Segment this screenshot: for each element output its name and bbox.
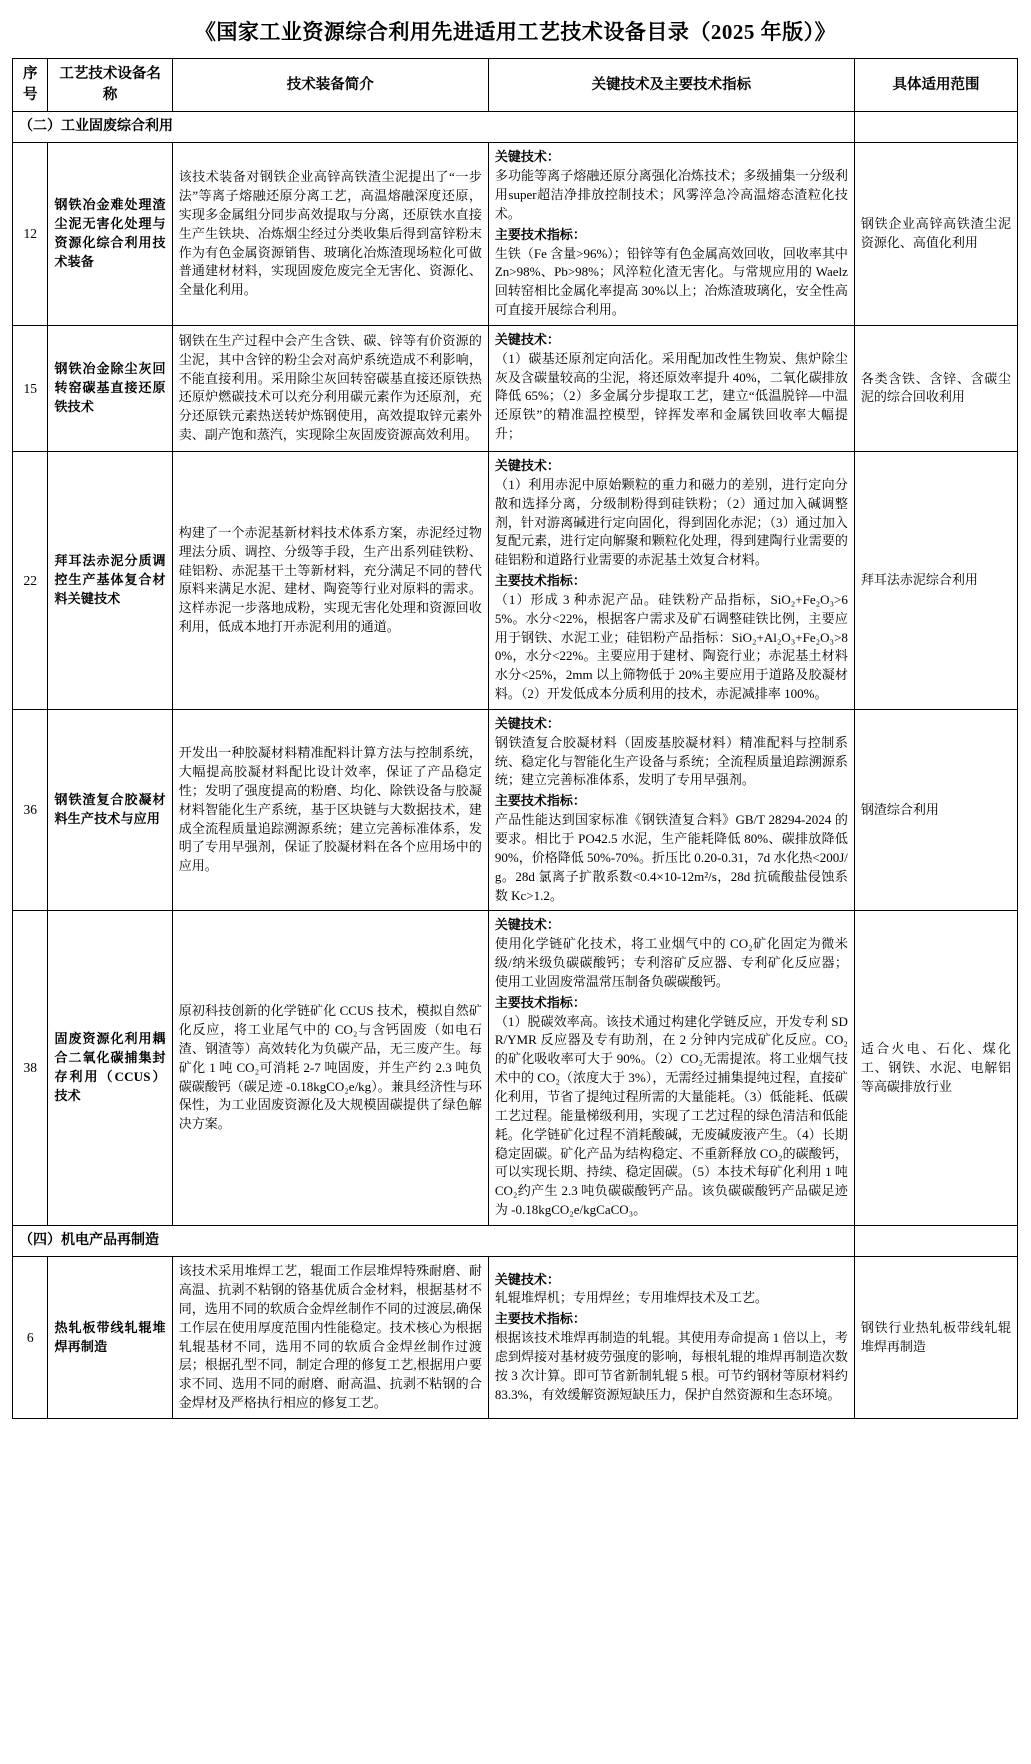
table-header bbox=[13, 59, 1018, 112]
section-row bbox=[13, 112, 1018, 143]
table-body bbox=[13, 112, 1018, 1419]
key-tech-title: 关键技术： bbox=[494, 149, 560, 165]
key-tech-title: 关键技术： bbox=[494, 457, 560, 473]
row-scope: 钢渣综合利用 bbox=[854, 709, 1017, 910]
key-tech-title: 关键技术： bbox=[494, 1271, 560, 1287]
row-key bbox=[488, 709, 854, 910]
key-tech-body: 多功能等离子熔融还原分离强化冶炼技术；多级捕集一分级利用super超洁净排放控制技术；风雾淬急冷高温熔态渣粒化技术。 bbox=[494, 168, 848, 221]
key-tech-body: （1）利用赤泥中原始颗粒的重力和磁力的差别，进行定向分散和选择分离，分级制粉得到硅铁粉；（2）通过加入碱调整剂，针对游离碱进行定向固化，得到固化赤泥；（3）通过加入复配元素，进行定向解聚和颗粒化处理，得到建陶行业需要的硅铝粉和道路行业需要的赤泥基土效复合材料。 bbox=[494, 476, 848, 568]
column-header-scope: 具体适用范围 bbox=[854, 59, 1017, 112]
section-label: （二）工业固废综合利用 bbox=[13, 112, 855, 143]
main-indicator-title: 主要技术指标： bbox=[494, 994, 586, 1010]
row-brief: 该技术采用堆焊工艺，辊面工作层堆焊特殊耐磨、耐高温、抗剥不粘钢的铬基优质合金材料，根据基材不同，选用不同的软质合金焊丝制作不同的过渡层,确保工作层在使用厚度范围内性能稳定。技术核心为根据轧辊基材不同，选用不同的软质合金焊丝制作过渡层；根据孔型不同，制定合理的修复工艺,根据用户要求不同、选用不同的耐磨、耐高温、抗剥不粘钢的合金焊材及严格执行相应的修复工艺。 bbox=[172, 1257, 488, 1419]
row-name: 拜耳法赤泥分质调控生产基体复合材料关键技术 bbox=[48, 451, 172, 709]
main-indicator-body: （1）形成 3 种赤泥产品。硅铁粉产品指标，SiO₂+Fe₂O₃>65%。水分<22%，根据客户需求及矿石调整硅铁比例，主要应用于钢铁、水泥工业；硅铝粉产品指标：SiO₂+Al₂O₃+Fe₂O₃>80%，水分<22%。主要应用于建材、陶瓷行业；赤泥基土材料水分<25%，2mm 以上筛物低于 20%主要应用于道路及胶凝材料。（2）开发低成本分质利用的技术，赤泥减排率 100%。 bbox=[494, 591, 848, 702]
row-brief: 原初科技创新的化学链矿化 CCUS 技术，模拟自然矿化反应，将工业尾气中的 CO₂与含钙固废（如电石渣、钢渣等）高效转化为负碳产品，无三废产生。每矿化 1 吨 CO₂可消耗 2-7 吨固废，并生产约 2.3 吨负碳碳酸钙（碳足迹 -0.18kgCO₂e/kg）。兼具经济性与环保性，为工业固废资源化及大规模固碳提供了绿色解决方案。 bbox=[172, 911, 488, 1226]
row-scope: 钢铁企业高锌高铁渣尘泥资源化、高值化利用 bbox=[854, 143, 1017, 326]
key-tech-body: 使用化学链矿化技术，将工业烟气中的 CO₂矿化固定为微米级/纳米级负碳碳酸钙；专利溶矿反应器、专利矿化反应器；使用工业固废常温常压制备负碳碳酸钙。 bbox=[494, 936, 848, 989]
row-seq: 38 bbox=[13, 911, 48, 1226]
row-key bbox=[488, 143, 854, 326]
table-row bbox=[13, 1257, 1018, 1419]
section-empty-cell bbox=[854, 112, 1017, 143]
table-row bbox=[13, 325, 1018, 451]
key-tech-title: 关键技术： bbox=[494, 331, 560, 347]
key-tech-body: （1）碳基还原剂定向活化。采用配加改性生物炭、焦炉除尘灰及含碳量较高的尘泥，将还原效率提升 40%，二氧化碳排放降低 65%；（2）多金属分步提取工艺，建立“低温脱锌—中温还原铁”的精准温控模型，锌挥发率和金属铁回收率大幅提升； bbox=[494, 350, 848, 442]
row-seq: 36 bbox=[13, 709, 48, 910]
catalog-table bbox=[12, 58, 1018, 1419]
main-indicator-title: 主要技术指标： bbox=[494, 226, 586, 242]
row-scope: 拜耳法赤泥综合利用 bbox=[854, 451, 1017, 709]
table-row bbox=[13, 451, 1018, 709]
row-brief: 该技术装备对钢铁企业高锌高铁渣尘泥提出了“一步法”等离子熔融还原分离工艺，高温熔融深度还原，实现多金属组分同步高效提取与分离，还原铁水直接生产生铁块、冶炼烟尘经过分类收集后得到富锌粉末作为有色金属资源销售、玻璃化冶炼渣现场粒化可做普通建材材料，实现固废危废完全无害化、资源化、全量化利用。 bbox=[172, 143, 488, 326]
section-label: （四）机电产品再制造 bbox=[13, 1225, 855, 1256]
key-tech-title: 关键技术： bbox=[494, 917, 560, 933]
row-seq: 12 bbox=[13, 143, 48, 326]
page-title: 《国家工业资源综合利用先进适用工艺技术设备目录（2025 年版）》 bbox=[194, 20, 837, 44]
key-tech-body: 钢铁渣复合胶凝材料（固废基胶凝材料）精准配料与控制系统、稳定化与智能化生产设备与系统；全流程质量追踪溯源系统；建立完善标准体系，发明了专用早强剂。 bbox=[494, 734, 848, 788]
main-indicator-title: 主要技术指标： bbox=[494, 1311, 586, 1327]
column-header-seq: 序号 bbox=[13, 59, 48, 112]
row-scope: 适合火电、石化、煤化工、钢铁、水泥、电解铝等高碳排放行业 bbox=[854, 911, 1017, 1226]
row-scope: 钢铁行业热轧板带线轧辊堆焊再制造 bbox=[854, 1257, 1017, 1419]
column-header-name: 工艺技术设备名称 bbox=[48, 59, 172, 112]
row-name: 钢铁冶金除尘灰回转窑碳基直接还原铁技术 bbox=[48, 325, 172, 451]
table-row bbox=[13, 709, 1018, 910]
row-key bbox=[488, 451, 854, 709]
section-row bbox=[13, 1225, 1018, 1256]
key-tech-title: 关键技术： bbox=[494, 715, 560, 731]
row-scope: 各类含铁、含锌、含碳尘泥的综合回收利用 bbox=[854, 325, 1017, 451]
main-indicator-title: 主要技术指标： bbox=[494, 793, 586, 809]
row-seq: 6 bbox=[13, 1257, 48, 1419]
row-seq: 22 bbox=[13, 451, 48, 709]
row-key bbox=[488, 325, 854, 451]
row-brief: 构建了一个赤泥基新材料技术体系方案，赤泥经过物理法分质、调控、分级等手段，生产出系列硅铁粉、硅铝粉、赤泥基干土等新材料，充分满足不同的替代原料来满足水泥、建材、陶瓷等行业对原料的需求。这样赤泥一步落地成粉，实现无害化处理和资源回收利用，低成本地打开赤泥利用的通道。 bbox=[172, 451, 488, 709]
row-brief: 开发出一种胶凝材料精准配料计算方法与控制系统，大幅提高胶凝材料配比设计效率，保证了产品稳定性；发明了强度提高的粉磨、均化、除铁设备与胶凝材料智能化生产系统，基于区块链与大数据技术，建成全流程质量追踪溯源系统；建立完善标准体系，发明了专用早强剂，保证了胶凝材料在各个应用场中的应用。 bbox=[172, 709, 488, 910]
column-header-key: 关键技术及主要技术指标 bbox=[488, 59, 854, 112]
section-empty-cell bbox=[854, 1225, 1017, 1256]
table-row bbox=[13, 143, 1018, 326]
row-key bbox=[488, 1257, 854, 1419]
table-header-row bbox=[13, 59, 1018, 112]
row-name: 钢铁冶金难处理渣尘泥无害化处理与资源化综合利用技术装备 bbox=[48, 143, 172, 326]
main-indicator-title: 主要技术指标： bbox=[494, 573, 586, 589]
main-indicator-body: 产品性能达到国家标准《钢铁渣复合料》GB/T 28294-2024 的要求。相比于 PO42.5 水泥，生产能耗降低 80%、碳排放降低 90%，价格降低 50%-70%。折压比 0.20-0.31，7d 水化热<200J/g。28d 氯离子扩散系数<0.4×10-12m²/s，28d 抗硫酸盐侵蚀系数 Kc>1.2。 bbox=[494, 812, 848, 903]
table-row bbox=[13, 911, 1018, 1226]
main-indicator-body: （1）脱碳效率高。该技术通过构建化学链反应，开发专利 SDR/YMR 反应器及专有助剂，在 2 分钟内完成矿化反应。CO₂的矿化吸收率可大于 90%。（2）CO₂无需提浓。将工业烟气技术中的 CO₂（浓度大于 3%），无需经过捕集提纯过程，直接矿化利用，节省了提纯过程所需的大量能耗。（3）低能耗、低碳工艺过程。能量梯级利用，实现了工艺过程的绿色清洁和低能耗。化学链矿化过程不消耗酸碱，无废碱废液产生。（4）长期稳定固碳。矿化产品为结构稳定、不重新释放 CO₂的碳酸钙，可以实现长期、持续、稳定固碳。（5）本技术每矿化利用 1 吨 CO₂约产生 2.3 吨负碳碳酸钙产品。该负碳碳酸钙产品碳足迹为 -0.18kgCO₂e/kgCaCO₃。 bbox=[494, 1013, 848, 1218]
column-header-brief: 技术装备简介 bbox=[172, 59, 488, 112]
row-name: 热轧板带线轧辊堆焊再制造 bbox=[48, 1257, 172, 1419]
main-indicator-body: 生铁（Fe 含量>96%）；铅锌等有色金属高效回收，回收率其中 Zn>98%、Pb>98%；风淬粒化渣无害化。与常规应用的 Waelz 回转窑相比金属化率提高 30%以上；冶炼渣玻璃化，安全性高可直接开展综合利用。 bbox=[494, 245, 848, 318]
row-seq: 15 bbox=[13, 325, 48, 451]
row-key bbox=[488, 911, 854, 1226]
key-tech-body: 轧辊堆焊机；专用焊丝；专用堆焊技术及工艺。 bbox=[494, 1290, 768, 1306]
row-name: 钢铁渣复合胶凝材料生产技术与应用 bbox=[48, 709, 172, 910]
row-name: 固废资源化利用耦合二氧化碳捕集封存利用（CCUS）技术 bbox=[48, 911, 172, 1226]
row-brief: 钢铁在生产过程中会产生含铁、碳、锌等有价资源的尘泥，其中含锌的粉尘会对高炉系统造成不利影响，不能直接利用。采用除尘灰回转窑碳基直接还原铁热还原炉燃碳技术可以充分利用碳元素作为还原剂，充分还原铁元素热送转炉炼钢使用，高效提取锌元素外卖、副产饱和蒸汽，实现除尘灰固废资源高效利用。 bbox=[172, 325, 488, 451]
main-indicator-body: 根据该技术堆焊再制造的轧辊。其使用寿命提高 1 倍以上，考虑到焊接对基材疲劳强度的影响，每根轧辊的堆焊再制造次数按 3 次计算。即可节省新制轧辊 5 根。可节约钢材等原材料约 83.3%，有效缓解资源短缺压力，保护自然资源和生态环境。 bbox=[494, 1330, 848, 1402]
